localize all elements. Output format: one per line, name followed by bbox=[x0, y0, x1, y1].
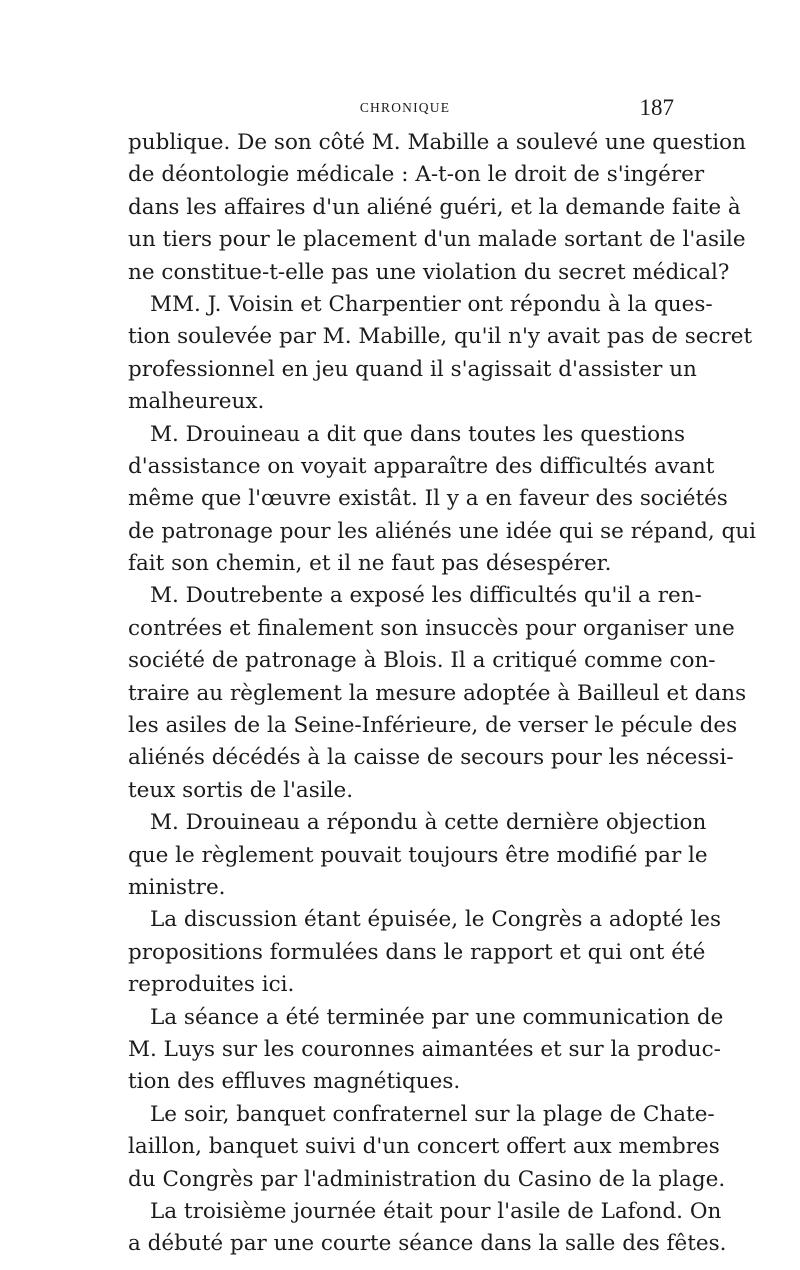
paragraph-start-line: M. Doutrebente a exposé les difficultés qu'il a ren- bbox=[150, 583, 702, 609]
body-text bbox=[128, 127, 757, 1261]
text-line: ne constitue-t-elle pas une violation du secret médical? bbox=[128, 259, 730, 285]
text-line: publique. De son côté M. Mabille a soulevé une question bbox=[128, 130, 746, 155]
text-line: tion soulevée par M. Mabille, qu'il n'y avait pas de secret bbox=[128, 324, 753, 350]
text-line: les asiles de la Seine-Inférieure, de verser le pécule des bbox=[128, 713, 738, 739]
text-line: du Congrès par l'administration du Casino de la plage. bbox=[128, 1166, 726, 1192]
text-line: propositions formulées dans le rapport et qui ont été bbox=[128, 939, 706, 965]
text-line: traire au règlement la mesure adoptée à Bailleul et dans bbox=[128, 680, 747, 706]
text-line: de patronage pour les aliénés une idée qui se répand, qui bbox=[128, 518, 757, 544]
paragraph-start-line: M. Drouineau a dit que dans toutes les questions bbox=[150, 421, 686, 447]
paragraph-start-line: La troisième journée était pour l'asile de Lafond. On bbox=[150, 1198, 722, 1224]
paragraph-start-line: La discussion étant épuisée, le Congrès a adopté les bbox=[150, 907, 721, 933]
text-line: M. Luys sur les couronnes aimantées et sur la produc- bbox=[128, 1036, 721, 1062]
text-line: de déontologie médicale : A-t-on le droit de s'ingérer bbox=[128, 162, 705, 188]
text-line: dans les affaires d'un aliéné guéri, et la demande faite à bbox=[128, 194, 741, 220]
text-line: a débuté par une courte séance dans la salle des fêtes. bbox=[128, 1231, 727, 1257]
text-line: ministre. bbox=[128, 874, 226, 900]
text-line: laillon, banquet suivi d'un concert offert aux membres bbox=[128, 1134, 720, 1160]
paragraph-start-line: La séance a été terminée par une communication de bbox=[150, 1004, 724, 1030]
text-line: d'assistance on voyait apparaître des difficultés avant bbox=[128, 453, 715, 479]
text-line: même que l'œuvre existât. Il y a en faveur des sociétés bbox=[128, 486, 728, 512]
text-line: professionnel en jeu quand il s'agissait d'assister un bbox=[128, 356, 697, 382]
paragraph-start-line: Le soir, banquet confraternel sur la plage de Chate- bbox=[150, 1101, 715, 1127]
paragraph-start-line: MM. J. Voisin et Charpentier ont répondu à la ques- bbox=[150, 291, 713, 317]
text-line: aliénés décédés à la caisse de secours pour les nécessi- bbox=[128, 745, 734, 771]
text-line: teux sortis de l'asile. bbox=[128, 777, 354, 803]
text-line: tion des effluves magnétiques. bbox=[128, 1069, 461, 1095]
text-line: que le règlement pouvait toujours être modifié par le bbox=[128, 842, 708, 868]
text-line: reproduites ici. bbox=[128, 972, 295, 998]
text-line: société de patronage à Blois. Il a critiqué comme con- bbox=[128, 648, 716, 674]
page-number: 187 bbox=[639, 95, 674, 120]
paragraph-start-line: M. Drouineau a répondu à cette dernière objection bbox=[150, 810, 707, 836]
text-line: fait son chemin, et il ne faut pas désespérer. bbox=[128, 551, 612, 577]
text-line: un tiers pour le placement d'un malade sortant de l'asile bbox=[128, 227, 746, 253]
running-head bbox=[130, 96, 680, 120]
text-line: malheureux. bbox=[128, 389, 265, 415]
text-line: contrées et finalement son insuccès pour organiser une bbox=[128, 615, 735, 641]
running-title: CHRONIQUE bbox=[359, 100, 451, 115]
